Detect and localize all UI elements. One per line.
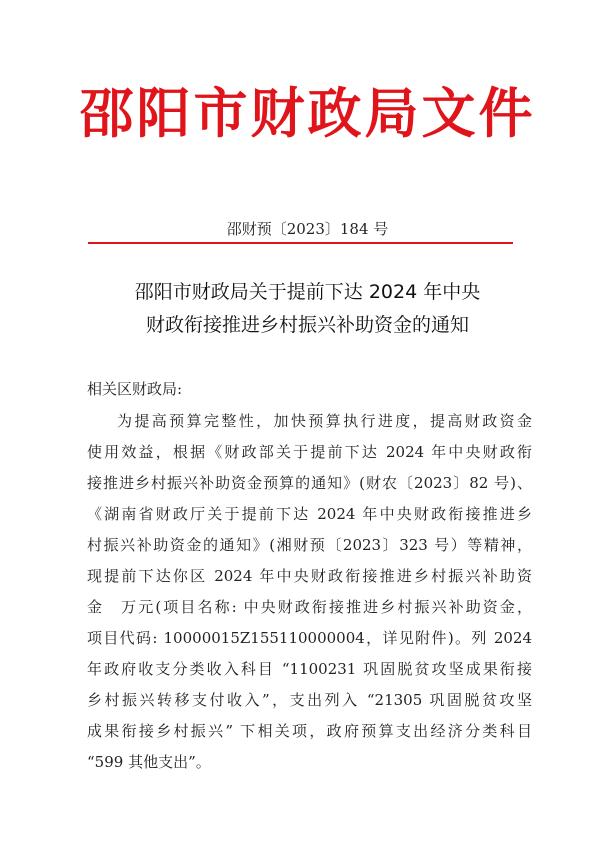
body-line: 成果衔接乡村振兴” 下相关项，政府预算支出经济分类科目 bbox=[87, 722, 532, 740]
document-number: 邵财预〔2023〕184 号 bbox=[226, 220, 389, 238]
body-line: 金 万元(项目名称: 中央财政衔接推进乡村振兴补助资金， bbox=[87, 598, 532, 616]
body-line: 现提前下达你区 2024 年中央财政衔接推进乡村振兴补助资 bbox=[87, 567, 532, 585]
body-text bbox=[87, 410, 532, 782]
document-masthead: 邵阳市财政局文件 bbox=[79, 81, 536, 145]
body-line: 《湖南省财政厅关于提前下达 2024 年中央财政衔接推进乡 bbox=[87, 505, 532, 523]
title-line-1: 邵阳市财政局关于提前下达 2024 年中央 bbox=[134, 281, 481, 303]
document-title bbox=[60, 276, 555, 342]
body-line: 使用效益，根据《财政部关于提前下达 2024 年中央财政衔 bbox=[87, 443, 532, 461]
body-line: “599 其他支出”。 bbox=[87, 753, 211, 771]
title-line-2: 财政衔接推进乡村振兴补助资金的通知 bbox=[145, 314, 469, 336]
body-line: 年政府收支分类收入科目 “1100231 巩固脱贫攻坚成果衔接 bbox=[87, 660, 532, 678]
body-line: 项目代码: 10000015Z155110000004，详见附件)。列 2024 bbox=[87, 629, 532, 647]
body-line: 接推进乡村振兴补助资金预算的通知》(财农〔2023〕82 号)、 bbox=[87, 474, 532, 492]
red-separator-line bbox=[88, 242, 513, 244]
body-line: 村振兴补助资金的通知》(湘财预〔2023〕323 号）等精神， bbox=[87, 536, 532, 554]
body-line: 乡村振兴转移支付收入”，支出列入 “21305 巩固脱贫攻坚 bbox=[87, 691, 532, 709]
salutation: 相关区财政局: bbox=[87, 380, 183, 398]
body-line: 为提高预算完整性，加快预算执行进度，提高财政资金 bbox=[117, 412, 532, 430]
